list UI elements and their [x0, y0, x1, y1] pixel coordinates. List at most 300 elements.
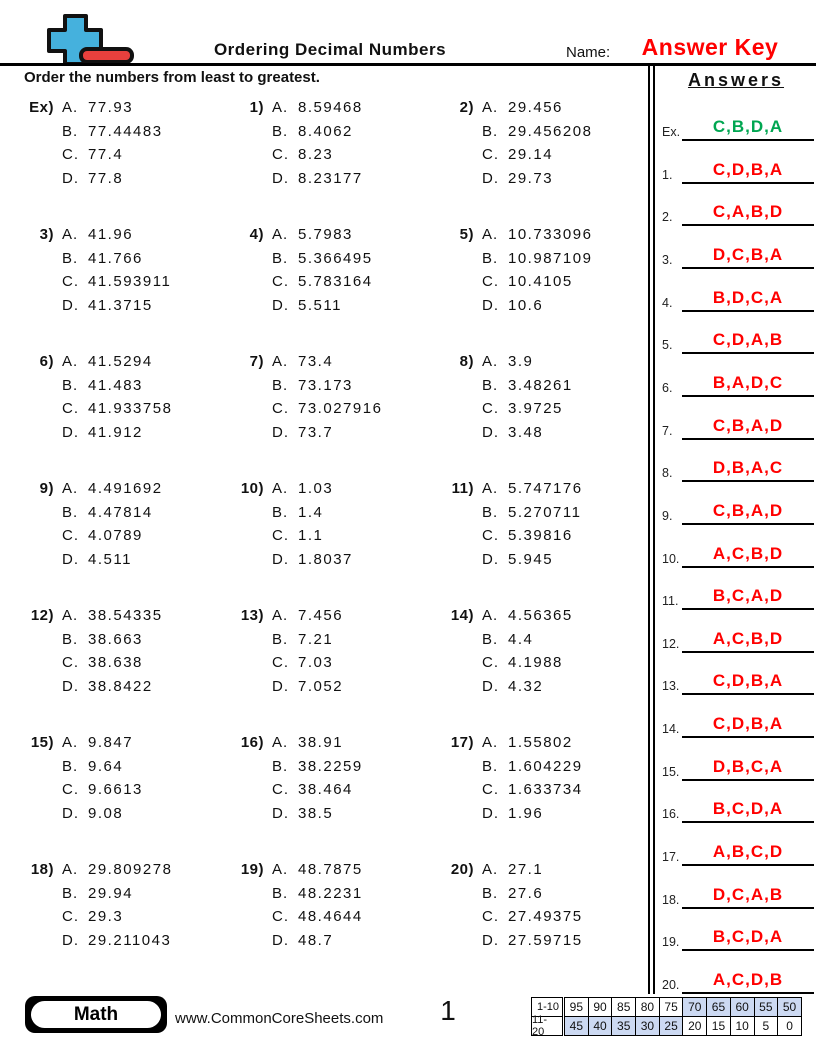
score-cell: 20: [682, 1016, 707, 1036]
option-letter: A.: [272, 99, 289, 116]
score-cell: 40: [588, 1016, 613, 1036]
option-line: [272, 501, 353, 525]
option-letter: C.: [62, 146, 79, 163]
option-letter: C.: [272, 908, 289, 925]
option-value: 38.5: [298, 804, 334, 822]
answer-item-7: [656, 411, 816, 440]
answer-value: C,B,A,D: [712, 415, 784, 435]
problem-number: 19): [240, 861, 264, 878]
option-value: 4.0789: [88, 527, 143, 544]
answer-blank-line: [682, 608, 814, 610]
problem-10: [234, 477, 353, 571]
option-line: [482, 374, 573, 398]
answer-number: 15.: [662, 764, 680, 779]
answer-item-12: [656, 624, 816, 653]
answer-value: C,D,A,B: [712, 330, 784, 350]
answer-blank-line: [682, 566, 814, 568]
answer-value: B,C,D,A: [712, 799, 784, 819]
option-line: [62, 548, 163, 572]
option-letter: B.: [272, 503, 289, 521]
answer-number: 4.: [662, 295, 673, 310]
option-value: 4.4: [508, 630, 534, 648]
option-value: 77.4: [88, 146, 124, 163]
option-letter: D.: [272, 423, 289, 441]
answer-number: 16.: [662, 807, 680, 822]
option-letter: D.: [272, 296, 289, 314]
option-letter: C.: [482, 146, 499, 163]
option-value: 1.03: [298, 480, 334, 497]
answer-value: C,D,B,A: [712, 159, 784, 179]
score-cell: 10: [730, 1016, 755, 1036]
answer-number: 12.: [662, 636, 680, 651]
option-value: 38.91: [298, 734, 344, 751]
option-line: [62, 477, 163, 501]
answer-blank-line: [682, 949, 814, 951]
option-letter: D.: [62, 550, 79, 568]
score-row: [531, 997, 802, 1017]
problem-number: 13): [240, 607, 264, 624]
option-letter: B.: [62, 122, 79, 140]
answer-value: D,B,C,A: [712, 756, 784, 776]
option-letter: A.: [272, 607, 289, 624]
option-value: 38.464: [298, 781, 353, 798]
problem-number: 11): [451, 480, 474, 497]
answer-key-label: Answer Key: [641, 34, 779, 60]
option-letter: D.: [272, 931, 289, 949]
answer-value: C,B,D,A: [712, 117, 784, 136]
answer-value: B,A,D,C: [712, 372, 784, 392]
answer-number: 9.: [662, 508, 673, 523]
option-letter: C.: [272, 781, 289, 798]
option-letter: B.: [482, 249, 499, 267]
answer-item-9: [656, 496, 816, 525]
option-letter: A.: [272, 861, 289, 878]
option-letter: A.: [482, 99, 499, 116]
option-line: [62, 604, 163, 628]
option-line: [272, 294, 373, 318]
option-line: [482, 270, 592, 294]
option-value: 4.491692: [88, 480, 163, 497]
option-line: [272, 604, 343, 628]
option-line: [62, 270, 171, 294]
option-letter: B.: [272, 630, 289, 648]
option-letter: A.: [62, 734, 79, 751]
option-line: [272, 548, 353, 572]
option-letter: D.: [62, 169, 79, 187]
option-line: [482, 604, 573, 628]
option-line: [482, 524, 583, 548]
option-value: 5.39816: [508, 527, 573, 544]
answer-blank-line: [682, 224, 814, 226]
option-value: 1.1: [298, 527, 324, 544]
answer-value: D,C,A,B: [712, 884, 784, 904]
option-line: [482, 350, 573, 374]
option-letter: C.: [272, 400, 289, 417]
option-value: 5.783164: [298, 273, 373, 290]
option-value: 4.511: [88, 550, 132, 568]
option-value: 5.270711: [508, 503, 582, 521]
score-cell: 60: [730, 997, 755, 1017]
option-line: [482, 120, 592, 144]
instruction-text: Order the numbers from least to greatest.: [24, 69, 320, 86]
problem-number: 16): [240, 734, 264, 751]
problem-options: [62, 223, 171, 317]
problem-options: [272, 604, 343, 698]
option-line: [272, 374, 382, 398]
problem-2: [444, 96, 592, 190]
option-letter: B.: [62, 376, 79, 394]
option-line: [62, 524, 163, 548]
option-value: 73.173: [298, 376, 353, 394]
problem-8: [444, 350, 573, 444]
problem-number: 1): [249, 99, 264, 116]
answer-number: 18.: [662, 892, 680, 907]
option-line: [62, 350, 172, 374]
option-line: [482, 778, 583, 802]
option-letter: B.: [62, 630, 79, 648]
subject-badge: [25, 996, 167, 1033]
score-cell: 0: [777, 1016, 802, 1036]
answer-item-11: [656, 581, 816, 610]
option-value: 48.2231: [298, 884, 363, 902]
problem-number: 4): [249, 226, 264, 243]
answer-item-15: [656, 752, 816, 781]
option-value: 9.847: [88, 734, 134, 751]
option-letter: A.: [482, 607, 499, 624]
option-value: 5.511: [298, 296, 342, 314]
option-line: [272, 120, 363, 144]
option-letter: D.: [482, 169, 499, 187]
option-letter: C.: [62, 781, 79, 798]
option-value: 29.73: [508, 169, 554, 187]
problem-17: [444, 731, 583, 825]
problem-options: [482, 731, 583, 825]
option-line: [272, 755, 363, 779]
answer-item-10: [656, 539, 816, 568]
answer-item-19: [656, 922, 816, 951]
option-value: 5.747176: [508, 480, 583, 497]
answer-number: 10.: [662, 551, 680, 566]
option-line: [62, 628, 163, 652]
answer-blank-line: [682, 352, 814, 354]
option-value: 73.4: [298, 353, 334, 370]
option-letter: C.: [62, 908, 79, 925]
score-cell: 90: [588, 997, 613, 1017]
option-letter: D.: [482, 296, 499, 314]
option-value: 27.6: [508, 884, 544, 902]
option-value: 73.027916: [298, 400, 383, 417]
option-value: 1.4: [298, 503, 324, 521]
problem-options: [62, 858, 172, 952]
option-value: 29.456208: [508, 122, 593, 140]
problem-number: 12): [30, 607, 54, 624]
option-line: [62, 294, 171, 318]
option-letter: B.: [62, 249, 79, 267]
option-value: 29.456: [508, 99, 563, 116]
option-line: [62, 731, 143, 755]
answer-number: 14.: [662, 722, 680, 737]
answer-number: 19.: [662, 935, 680, 950]
answer-item-14: [656, 709, 816, 738]
option-line: [272, 397, 382, 421]
plus-minus-logo-icon: [34, 14, 154, 69]
option-line: [272, 802, 363, 826]
option-line: [482, 858, 583, 882]
option-line: [482, 477, 583, 501]
option-letter: D.: [62, 931, 79, 949]
problem-number: 17): [450, 734, 474, 751]
option-line: [272, 651, 343, 675]
answer-item-ex: [656, 112, 816, 141]
option-value: 9.64: [88, 757, 124, 775]
problem-options: [482, 858, 583, 952]
option-line: [482, 882, 583, 906]
problem-9: [24, 477, 163, 571]
option-line: [482, 247, 592, 271]
option-value: 4.56365: [508, 607, 573, 624]
option-value: 29.809278: [88, 861, 173, 878]
problem-options: [482, 223, 592, 317]
option-line: [482, 294, 592, 318]
answer-value: B,D,C,A: [712, 287, 784, 307]
option-letter: B.: [482, 630, 499, 648]
option-line: [272, 778, 363, 802]
problem-11: [444, 477, 583, 571]
option-letter: C.: [62, 654, 79, 671]
score-cell: 80: [635, 997, 660, 1017]
option-value: 7.456: [298, 607, 344, 624]
option-line: [482, 167, 592, 191]
option-value: 5.945: [508, 550, 554, 568]
answer-item-16: [656, 794, 816, 823]
score-row-label: 1-10: [531, 997, 563, 1017]
option-value: 77.44483: [88, 122, 163, 140]
option-value: 41.933758: [88, 400, 173, 417]
option-value: 29.3: [88, 908, 124, 925]
option-line: [272, 858, 363, 882]
option-letter: B.: [272, 249, 289, 267]
option-letter: B.: [272, 376, 289, 394]
option-value: 8.59468: [298, 99, 363, 116]
option-line: [272, 96, 363, 120]
header-rule: [0, 63, 816, 66]
option-line: [272, 270, 373, 294]
option-line: [482, 929, 583, 953]
answer-value: C,D,B,A: [712, 671, 784, 691]
problem-options: [272, 858, 363, 952]
answer-blank-line: [682, 693, 814, 695]
option-value: 4.47814: [88, 503, 153, 521]
option-letter: D.: [62, 804, 79, 822]
option-value: 5.366495: [298, 249, 373, 267]
answer-blank-line: [682, 310, 814, 312]
score-cell: 45: [564, 1016, 589, 1036]
option-value: 7.052: [298, 677, 344, 695]
option-letter: B.: [482, 503, 499, 521]
option-value: 7.21: [298, 630, 334, 648]
option-value: 38.54335: [88, 607, 163, 624]
answer-value: A,B,C,D: [712, 842, 784, 862]
problem-7: [234, 350, 382, 444]
option-line: [62, 675, 163, 699]
option-letter: A.: [482, 226, 499, 243]
option-letter: D.: [62, 423, 79, 441]
option-letter: C.: [482, 273, 499, 290]
answer-number: 20.: [662, 978, 680, 992]
answer-item-4: [656, 283, 816, 312]
option-line: [62, 651, 163, 675]
option-value: 29.211043: [88, 931, 172, 949]
option-letter: A.: [272, 480, 289, 497]
problem-number: 2): [459, 99, 474, 116]
answer-blank-line: [682, 267, 814, 269]
answer-number: 11.: [662, 594, 679, 609]
option-value: 9.6613: [88, 781, 143, 798]
option-letter: B.: [272, 757, 289, 775]
problem-3: [24, 223, 171, 317]
option-line: [482, 675, 573, 699]
option-line: [272, 628, 343, 652]
score-cell: 30: [635, 1016, 660, 1036]
option-value: 8.23: [298, 146, 334, 163]
option-letter: A.: [272, 226, 289, 243]
answer-blank-line: [682, 651, 814, 653]
answer-value: C,D,B,A: [712, 714, 784, 734]
problem-15: [24, 731, 143, 825]
score-cell: 25: [659, 1016, 684, 1036]
option-value: 38.638: [88, 654, 143, 671]
answer-blank-line: [682, 907, 814, 909]
option-value: 3.48261: [508, 376, 573, 394]
option-letter: B.: [62, 884, 79, 902]
option-value: 29.94: [88, 884, 134, 902]
option-letter: A.: [62, 99, 79, 116]
option-letter: D.: [272, 677, 289, 695]
answer-number: Ex.: [662, 125, 681, 139]
option-line: [62, 778, 143, 802]
option-line: [62, 167, 163, 191]
option-line: [62, 421, 172, 445]
option-letter: D.: [62, 296, 79, 314]
answer-blank-line: [682, 779, 814, 781]
answer-number: 8.: [662, 466, 673, 481]
option-letter: D.: [482, 677, 499, 695]
option-value: 73.7: [298, 423, 334, 441]
answer-number: 7.: [662, 423, 673, 438]
option-line: [272, 524, 353, 548]
option-line: [62, 802, 143, 826]
option-line: [482, 755, 583, 779]
answer-blank-line: [682, 139, 814, 141]
option-value: 27.1: [508, 861, 544, 878]
answer-value: A,C,D,B: [712, 970, 784, 989]
option-line: [62, 858, 172, 882]
score-table: [531, 997, 802, 1036]
option-line: [482, 651, 573, 675]
score-cell: 85: [611, 997, 636, 1017]
answer-blank-line: [682, 992, 814, 994]
problem-16: [234, 731, 363, 825]
score-cell: 50: [777, 997, 802, 1017]
option-value: 41.3715: [88, 296, 153, 314]
answer-blank-line: [682, 523, 814, 525]
option-line: [272, 882, 363, 906]
score-cell: 55: [754, 997, 779, 1017]
answer-blank-line: [682, 821, 814, 823]
problem-number: Ex): [29, 99, 54, 116]
answer-blank-line: [682, 395, 814, 397]
option-value: 10.987109: [508, 249, 593, 267]
answer-item-5: [656, 325, 816, 354]
option-line: [482, 501, 583, 525]
option-letter: B.: [482, 376, 499, 394]
option-line: [272, 421, 382, 445]
option-letter: D.: [272, 169, 289, 187]
option-value: 3.9: [508, 353, 534, 370]
problem-number: 7): [249, 353, 264, 370]
option-value: 38.8422: [88, 677, 153, 695]
problem-number: 10): [240, 480, 264, 497]
option-letter: C.: [272, 146, 289, 163]
problem-13: [234, 604, 343, 698]
problem-options: [482, 350, 573, 444]
option-line: [272, 223, 373, 247]
option-line: [272, 731, 363, 755]
problem-12: [24, 604, 163, 698]
subject-badge-label: Math: [31, 1001, 161, 1028]
option-letter: D.: [482, 804, 499, 822]
option-letter: A.: [272, 734, 289, 751]
option-letter: D.: [482, 423, 499, 441]
option-line: [272, 675, 343, 699]
option-line: [272, 350, 382, 374]
problem-5: [444, 223, 592, 317]
option-letter: D.: [62, 677, 79, 695]
option-value: 4.32: [508, 677, 544, 695]
answer-blank-line: [682, 736, 814, 738]
option-value: 41.483: [88, 376, 143, 394]
option-value: 3.9725: [508, 400, 563, 417]
option-value: 9.08: [88, 804, 124, 822]
option-value: 29.14: [508, 146, 554, 163]
option-value: 27.49375: [508, 908, 583, 925]
answer-value: D,B,A,C: [712, 458, 784, 478]
option-line: [62, 374, 172, 398]
problem-options: [482, 604, 573, 698]
option-line: [482, 628, 573, 652]
problem-options: [62, 477, 163, 571]
option-letter: C.: [62, 400, 79, 417]
option-line: [272, 929, 363, 953]
option-value: 48.7875: [298, 861, 363, 878]
option-line: [482, 731, 583, 755]
problem-number: 15): [30, 734, 54, 751]
option-value: 1.55802: [508, 734, 573, 751]
answer-value: D,C,B,A: [712, 244, 784, 264]
problem-options: [272, 350, 382, 444]
option-letter: C.: [482, 400, 499, 417]
answer-number: 3.: [662, 252, 673, 267]
option-line: [272, 143, 363, 167]
option-value: 41.5294: [88, 353, 153, 370]
option-line: [482, 548, 583, 572]
option-line: [62, 120, 163, 144]
answer-value: C,A,B,D: [712, 202, 784, 222]
score-cell: 15: [706, 1016, 731, 1036]
option-value: 7.03: [298, 654, 334, 671]
problem-options: [272, 477, 353, 571]
option-value: 10.6: [508, 296, 544, 314]
